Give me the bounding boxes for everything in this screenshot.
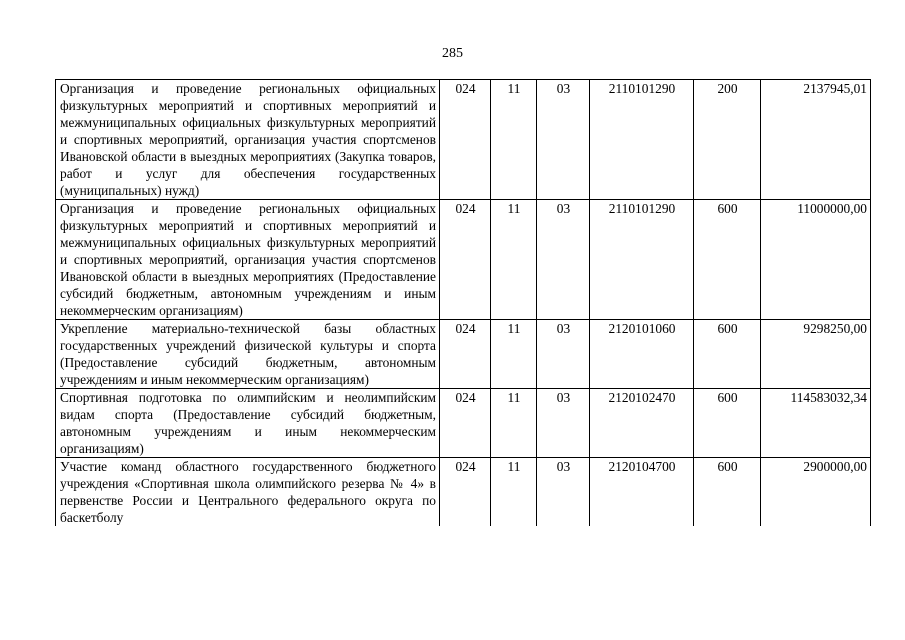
target-article-code: 2110101290: [590, 80, 694, 200]
subsection-code: 03: [537, 458, 590, 527]
table-row: [56, 389, 871, 458]
target-article-code: 2120101060: [590, 320, 694, 389]
budget-table: [55, 79, 871, 526]
section-code: 11: [491, 389, 537, 458]
amount-value: 114583032,34: [761, 389, 871, 458]
expense-type-code: 600: [694, 458, 761, 527]
row-description: Организация и проведение региональных официальных физкультурных мероприятий и спортивных мероприятий и межмуниципальных официальных физкультурных мероприятий и спортивных мероприятий, организация участия спортсменов Ивановской области в выездных мероприятиях (Закупка товаров, работ и услуг для обеспечения государственных (муниципальных) нужд): [56, 80, 440, 200]
subsection-code: 03: [537, 320, 590, 389]
ministry-code: 024: [440, 458, 491, 527]
table-row: [56, 200, 871, 320]
subsection-code: 03: [537, 389, 590, 458]
expense-type-code: 600: [694, 320, 761, 389]
target-article-code: 2110101290: [590, 200, 694, 320]
section-code: 11: [491, 320, 537, 389]
ministry-code: 024: [440, 80, 491, 200]
table-row: [56, 320, 871, 389]
expense-type-code: 200: [694, 80, 761, 200]
ministry-code: 024: [440, 389, 491, 458]
ministry-code: 024: [440, 200, 491, 320]
row-description: Спортивная подготовка по олимпийским и неолимпийским видам спорта (Предоставление субсидий бюджетным, автономным учреждениям и иным некоммерческим организациям): [56, 389, 440, 458]
ministry-code: 024: [440, 320, 491, 389]
expense-type-code: 600: [694, 389, 761, 458]
row-description: Организация и проведение региональных официальных физкультурных мероприятий и спортивных мероприятий и межмуниципальных официальных физкультурных мероприятий и спортивных мероприятий, организация участия спортсменов Ивановской области в выездных мероприятиях (Предоставление субсидий бюджетным, автономным учреждениям и иным некоммерческим организациям): [56, 200, 440, 320]
section-code: 11: [491, 458, 537, 527]
table-row: [56, 80, 871, 200]
subsection-code: 03: [537, 200, 590, 320]
target-article-code: 2120102470: [590, 389, 694, 458]
section-code: 11: [491, 200, 537, 320]
amount-value: 11000000,00: [761, 200, 871, 320]
subsection-code: 03: [537, 80, 590, 200]
amount-value: 9298250,00: [761, 320, 871, 389]
amount-value: 2137945,01: [761, 80, 871, 200]
row-description: Укрепление материально-технической базы областных государственных учреждений физической культуры и спорта (Предоставление субсидий бюджетным, автономным учреждениям и иным некоммерческим организациям): [56, 320, 440, 389]
page-number: 285: [442, 46, 463, 61]
section-code: 11: [491, 80, 537, 200]
amount-value: 2900000,00: [761, 458, 871, 527]
target-article-code: 2120104700: [590, 458, 694, 527]
expense-type-code: 600: [694, 200, 761, 320]
row-description: Участие команд областного государственного бюджетного учреждения «Спортивная школа олимпийского резерва № 4» в первенстве России и Центрального федерального округа по баскетболу: [56, 458, 440, 527]
table-row: [56, 458, 871, 527]
